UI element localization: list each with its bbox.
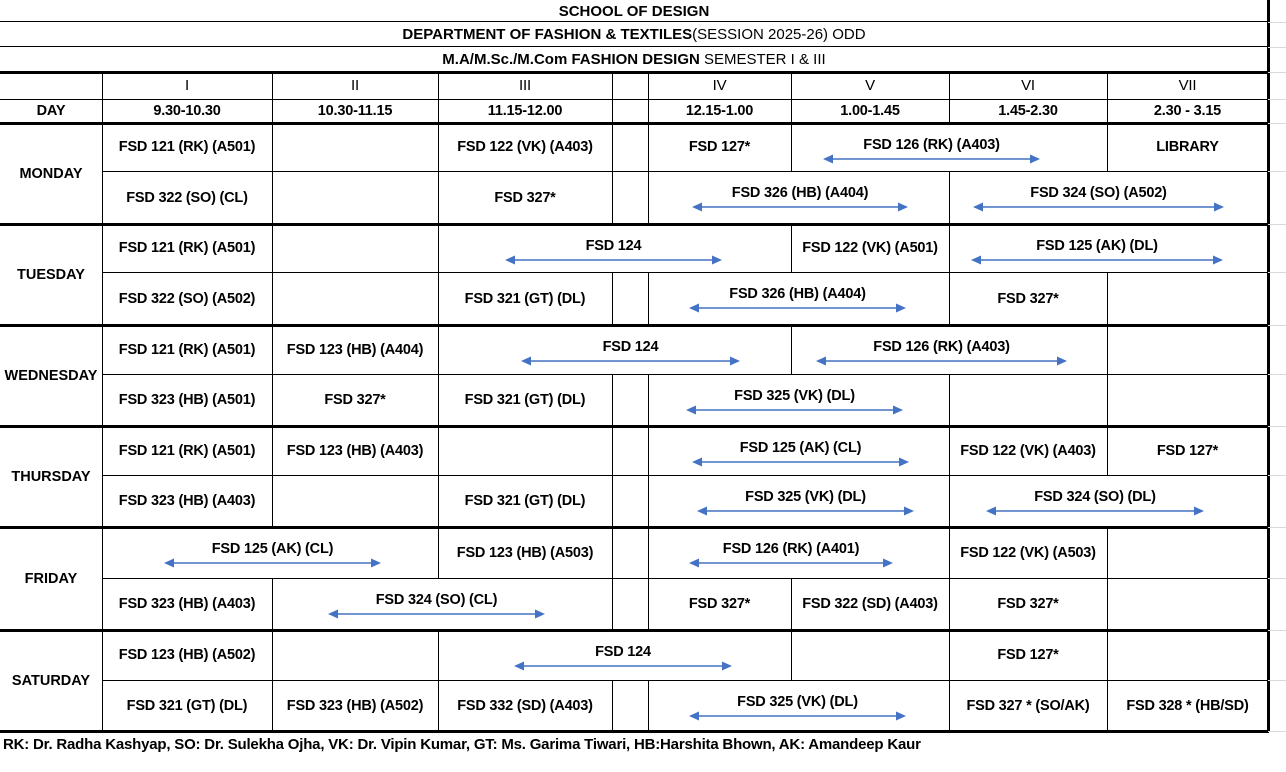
cell-divider bbox=[1107, 680, 1108, 731]
sheet-gridline bbox=[1268, 272, 1286, 273]
header-column-divider bbox=[648, 72, 649, 123]
class-cell-friday-sem1-vii bbox=[1107, 527, 1268, 578]
class-cell-saturday-sem1-i: FSD 123 (HB) (A502) bbox=[118, 647, 256, 663]
class-cell-friday-sem3-ii-iii: FSD 324 (SO) (CL) bbox=[375, 592, 498, 608]
class-cell-monday-sem3-iii: FSD 327* bbox=[494, 189, 556, 206]
class-cell-tuesday-sem1-ii bbox=[272, 224, 438, 272]
header-divider bbox=[0, 99, 1269, 100]
class-cell-monday-sem1-vii: LIBRARY bbox=[1156, 139, 1219, 155]
cell-divider bbox=[949, 426, 950, 475]
time-header-vi: 1.45-2.30 bbox=[998, 103, 1058, 119]
class-cell-saturday-sem3-vii: FSD 328 * (HB/SD) bbox=[1126, 697, 1249, 714]
header-column-divider bbox=[949, 72, 950, 123]
cell-divider bbox=[438, 171, 439, 224]
cell-divider bbox=[272, 374, 273, 426]
class-cell-tuesday-sem3-iv-v: FSD 326 (HB) (A404) bbox=[729, 286, 866, 302]
day-block-border bbox=[0, 526, 1269, 529]
class-cell-monday-sem1-v-vi: FSD 126 (RK) (A403) bbox=[863, 137, 1000, 153]
day-label-saturday: SATURDAY bbox=[11, 672, 91, 689]
cell-divider bbox=[949, 527, 950, 578]
double-arrow-icon bbox=[692, 457, 909, 467]
cell-divider bbox=[1268, 272, 1269, 325]
cell-divider bbox=[1268, 527, 1269, 578]
header-column-divider bbox=[1107, 72, 1108, 123]
class-cell-monday-sem1-iv: FSD 127* bbox=[688, 139, 751, 155]
semester-row-divider bbox=[102, 272, 1269, 273]
semester-row-divider bbox=[102, 475, 1269, 476]
time-header-vii: 2.30 - 3.15 bbox=[1153, 103, 1222, 119]
class-cell-thursday-sem3-ii bbox=[272, 475, 438, 527]
day-block-border bbox=[0, 223, 1269, 226]
class-cell-wednesday-sem3-i: FSD 323 (HB) (A501) bbox=[118, 392, 256, 408]
class-cell-tuesday-sem3-vi: FSD 327* bbox=[997, 290, 1059, 307]
sheet-gridline bbox=[1268, 99, 1286, 100]
cell-divider bbox=[1268, 680, 1269, 731]
cell-divider bbox=[272, 426, 273, 475]
cell-divider bbox=[1268, 171, 1269, 224]
double-arrow-icon bbox=[514, 661, 732, 671]
class-cell-wednesday-sem1-v-vi: FSD 126 (RK) (A403) bbox=[873, 339, 1010, 355]
cell-divider bbox=[1107, 325, 1108, 374]
double-arrow-icon bbox=[816, 356, 1067, 366]
double-arrow-icon bbox=[973, 202, 1224, 212]
class-cell-wednesday-sem1-i: FSD 121 (RK) (A501) bbox=[118, 341, 256, 358]
cell-divider bbox=[949, 272, 950, 325]
cell-divider bbox=[791, 578, 792, 630]
class-cell-saturday-sem1-ii bbox=[272, 630, 438, 680]
break-column-divider bbox=[648, 426, 649, 475]
cell-divider bbox=[272, 630, 273, 680]
double-arrow-icon bbox=[823, 154, 1040, 164]
department-title-bold: DEPARTMENT OF FASHION & TEXTILES bbox=[402, 26, 693, 43]
double-arrow-icon bbox=[686, 405, 903, 415]
semester-row-divider bbox=[102, 680, 1269, 681]
break-column-divider bbox=[612, 578, 613, 630]
class-cell-thursday-sem1-i: FSD 121 (RK) (A501) bbox=[118, 442, 256, 459]
cell-divider bbox=[272, 475, 273, 527]
period-header-ii: II bbox=[351, 77, 359, 94]
break-column-divider bbox=[648, 475, 649, 527]
cell-divider bbox=[438, 680, 439, 731]
day-label-thursday: THURSDAY bbox=[11, 468, 91, 485]
class-cell-saturday-sem1-vi: FSD 127* bbox=[997, 647, 1059, 663]
cell-divider bbox=[1107, 374, 1108, 426]
class-cell-monday-sem3-iv-v: FSD 326 (HB) (A404) bbox=[731, 185, 869, 201]
break-column-divider bbox=[648, 374, 649, 426]
class-cell-thursday-sem1-iv-v: FSD 125 (AK) (CL) bbox=[739, 440, 862, 456]
break-column-divider bbox=[648, 171, 649, 224]
class-cell-saturday-sem3-iv-v: FSD 325 (VK) (DL) bbox=[737, 694, 858, 710]
cell-divider bbox=[1268, 374, 1269, 426]
cell-divider bbox=[949, 374, 950, 426]
period-header-vii: VII bbox=[1178, 77, 1197, 94]
semester-row-divider bbox=[102, 171, 1269, 172]
double-arrow-icon bbox=[328, 609, 545, 619]
sheet-gridline bbox=[1268, 22, 1286, 23]
class-cell-wednesday-sem1-iii-iv: FSD 124 bbox=[602, 339, 659, 355]
day-label-friday: FRIDAY bbox=[24, 570, 78, 587]
break-column-divider bbox=[648, 578, 649, 630]
day-column-header: DAY bbox=[36, 103, 66, 119]
period-header-i: I bbox=[185, 77, 189, 94]
cell-divider bbox=[438, 123, 439, 171]
cell-divider bbox=[1268, 123, 1269, 171]
break-column-divider bbox=[648, 123, 649, 171]
class-cell-wednesday-sem3-iv-v: FSD 325 (VK) (DL) bbox=[734, 388, 855, 404]
class-cell-saturday-sem3-ii: FSD 323 (HB) (A502) bbox=[286, 697, 424, 714]
break-column-divider bbox=[612, 123, 613, 171]
double-arrow-icon bbox=[971, 255, 1223, 265]
day-column-divider bbox=[102, 325, 103, 426]
break-column-divider bbox=[612, 374, 613, 426]
cell-divider bbox=[272, 272, 273, 325]
cell-divider bbox=[791, 325, 792, 374]
cell-divider bbox=[438, 475, 439, 527]
sheet-gridline bbox=[1268, 426, 1286, 427]
sheet-gridline bbox=[1268, 224, 1286, 225]
day-block-border bbox=[0, 324, 1269, 327]
class-cell-friday-sem1-iv-v: FSD 126 (RK) (A401) bbox=[722, 541, 860, 557]
time-header-v: 1.00-1.45 bbox=[840, 103, 900, 119]
cell-divider bbox=[438, 224, 439, 272]
double-arrow-icon bbox=[692, 202, 908, 212]
time-header-ii: 10.30-11.15 bbox=[317, 103, 393, 119]
semester-text: SEMESTER I & III bbox=[699, 51, 826, 68]
cell-divider bbox=[1268, 325, 1269, 374]
cell-divider bbox=[949, 171, 950, 224]
cell-divider bbox=[949, 578, 950, 630]
sheet-gridline bbox=[1268, 731, 1286, 732]
sheet-gridline bbox=[1268, 72, 1286, 73]
session-text: (SESSION 2025-26) ODD bbox=[692, 26, 866, 43]
class-cell-wednesday-sem1-ii: FSD 123 (HB) (A404) bbox=[286, 341, 424, 358]
sheet-gridline bbox=[1268, 630, 1286, 631]
class-cell-tuesday-sem1-v: FSD 122 (VK) (A501) bbox=[802, 240, 938, 256]
class-cell-saturday-sem3-vi: FSD 327 * (SO/AK) bbox=[966, 697, 1090, 714]
cell-divider bbox=[1268, 475, 1269, 527]
day-block-border bbox=[0, 730, 1269, 733]
sheet-gridline bbox=[1268, 47, 1286, 48]
header-column-divider bbox=[612, 72, 613, 123]
cell-divider bbox=[1268, 630, 1269, 680]
cell-divider bbox=[1107, 272, 1108, 325]
class-cell-saturday-sem3-iii: FSD 332 (SD) (A403) bbox=[457, 697, 593, 714]
break-column-divider bbox=[648, 272, 649, 325]
break-column-divider bbox=[612, 680, 613, 731]
double-arrow-icon bbox=[986, 506, 1204, 516]
title-divider bbox=[0, 21, 1269, 22]
class-cell-friday-sem3-v: FSD 322 (SD) (A403) bbox=[802, 596, 938, 612]
header-top-border bbox=[0, 71, 1269, 74]
break-column-divider bbox=[612, 171, 613, 224]
sheet-gridline bbox=[1268, 475, 1286, 476]
double-arrow-icon bbox=[689, 303, 906, 313]
cell-divider bbox=[438, 272, 439, 325]
double-arrow-icon bbox=[164, 558, 381, 568]
break-column-divider bbox=[648, 680, 649, 731]
class-cell-wednesday-sem3-iii: FSD 321 (GT) (DL) bbox=[464, 392, 586, 408]
sheet-gridline bbox=[1268, 325, 1286, 326]
day-column-divider bbox=[102, 123, 103, 224]
sheet-gridline bbox=[1268, 527, 1286, 528]
cell-divider bbox=[1107, 527, 1108, 578]
cell-divider bbox=[1268, 224, 1269, 272]
period-header-iii: III bbox=[519, 77, 531, 94]
class-cell-wednesday-sem3-ii: FSD 327* bbox=[324, 392, 386, 408]
class-cell-friday-sem3-i: FSD 323 (HB) (A403) bbox=[118, 596, 256, 612]
school-title-text: SCHOOL OF DESIGN bbox=[558, 2, 710, 20]
sheet-gridline bbox=[1268, 374, 1286, 375]
class-cell-tuesday-sem3-ii bbox=[272, 272, 438, 325]
period-header-v: V bbox=[865, 77, 875, 94]
class-cell-thursday-sem1-vii: FSD 127* bbox=[1156, 442, 1219, 459]
class-cell-monday-sem1-ii bbox=[272, 123, 438, 171]
class-cell-tuesday-sem3-i: FSD 322 (SO) (A502) bbox=[118, 290, 256, 307]
class-cell-tuesday-sem1-vi-vii: FSD 125 (AK) (DL) bbox=[1036, 238, 1158, 254]
class-cell-saturday-sem1-iii-iv: FSD 124 bbox=[595, 644, 651, 660]
department-title bbox=[0, 22, 1268, 47]
class-cell-wednesday-sem1-vii bbox=[1107, 325, 1268, 374]
class-cell-friday-sem3-vi: FSD 327* bbox=[997, 596, 1059, 612]
class-cell-thursday-sem1-iii bbox=[438, 426, 612, 475]
cell-divider bbox=[272, 578, 273, 630]
class-cell-tuesday-sem1-iii-iv: FSD 124 bbox=[585, 238, 642, 254]
title-divider bbox=[0, 46, 1269, 47]
header-column-divider bbox=[272, 72, 273, 123]
cell-divider bbox=[272, 680, 273, 731]
double-arrow-icon bbox=[689, 711, 906, 721]
cell-divider bbox=[791, 630, 792, 680]
double-arrow-icon bbox=[689, 558, 893, 568]
break-column-divider bbox=[612, 426, 613, 475]
class-cell-monday-sem3-vi-vii: FSD 324 (SO) (A502) bbox=[1030, 185, 1167, 201]
class-cell-monday-sem3-i: FSD 322 (SO) (CL) bbox=[126, 189, 248, 206]
cell-divider bbox=[1107, 426, 1108, 475]
sheet-gridline bbox=[1268, 171, 1286, 172]
sheet-gridline bbox=[1268, 680, 1286, 681]
class-cell-friday-sem1-iii: FSD 123 (HB) (A503) bbox=[456, 544, 594, 561]
day-column-divider bbox=[102, 426, 103, 527]
cell-divider bbox=[949, 475, 950, 527]
class-cell-friday-sem3-iv: FSD 327* bbox=[688, 596, 751, 612]
class-cell-monday-sem1-i: FSD 121 (RK) (A501) bbox=[118, 139, 256, 155]
cell-divider bbox=[272, 123, 273, 171]
semester-row-divider bbox=[102, 578, 1269, 579]
day-label-wednesday: WEDNESDAY bbox=[4, 367, 98, 384]
sheet-gridline bbox=[1268, 123, 1286, 124]
cell-divider bbox=[438, 325, 439, 374]
cell-divider bbox=[438, 426, 439, 475]
program-title-bold: M.A/M.Sc./M.Com FASHION DESIGN bbox=[442, 51, 700, 68]
double-arrow-icon bbox=[697, 506, 914, 516]
class-cell-tuesday-sem3-iii: FSD 321 (GT) (DL) bbox=[464, 290, 586, 307]
class-cell-thursday-sem3-iii: FSD 321 (GT) (DL) bbox=[464, 493, 586, 509]
sheet-gridline bbox=[1268, 578, 1286, 579]
class-cell-friday-sem1-vi: FSD 122 (VK) (A503) bbox=[960, 544, 1096, 561]
cell-divider bbox=[949, 224, 950, 272]
time-header-i: 9.30-10.30 bbox=[153, 103, 221, 119]
faculty-legend: RK: Dr. Radha Kashyap, SO: Dr. Sulekha Ojha, VK: Dr. Vipin Kumar, GT: Ms. Garima Tiwari, HB:Harshita Bhown, AK: Amandeep Kaur bbox=[3, 736, 921, 753]
cell-divider bbox=[272, 171, 273, 224]
class-cell-friday-sem3-vii bbox=[1107, 578, 1268, 630]
break-column-divider bbox=[612, 527, 613, 578]
class-cell-thursday-sem3-iv-v: FSD 325 (VK) (DL) bbox=[745, 489, 866, 505]
day-label-tuesday: TUESDAY bbox=[17, 266, 85, 283]
cell-divider bbox=[438, 630, 439, 680]
header-bottom-border bbox=[0, 122, 1269, 125]
day-block-border bbox=[0, 629, 1269, 632]
cell-divider bbox=[1107, 123, 1108, 171]
cell-divider bbox=[791, 224, 792, 272]
cell-divider bbox=[1107, 630, 1108, 680]
semester-row-divider bbox=[102, 374, 1269, 375]
day-column-divider bbox=[102, 527, 103, 630]
class-cell-friday-sem1-i-ii: FSD 125 (AK) (CL) bbox=[211, 541, 334, 557]
double-arrow-icon bbox=[521, 356, 740, 366]
cell-divider bbox=[438, 527, 439, 578]
class-cell-saturday-sem1-v bbox=[791, 630, 949, 680]
class-cell-thursday-sem1-ii: FSD 123 (HB) (A403) bbox=[286, 442, 424, 459]
cell-divider bbox=[1107, 578, 1108, 630]
class-cell-monday-sem3-ii bbox=[272, 171, 438, 224]
cell-divider bbox=[272, 224, 273, 272]
class-cell-tuesday-sem1-i: FSD 121 (RK) (A501) bbox=[118, 240, 256, 256]
class-cell-tuesday-sem3-vii bbox=[1107, 272, 1268, 325]
cell-divider bbox=[1268, 426, 1269, 475]
break-column-divider bbox=[612, 272, 613, 325]
cell-divider bbox=[272, 325, 273, 374]
program-title bbox=[0, 47, 1268, 72]
header-column-divider bbox=[102, 72, 103, 123]
day-label-monday: MONDAY bbox=[19, 165, 83, 182]
day-column-divider bbox=[102, 224, 103, 325]
class-cell-thursday-sem3-vi-vii: FSD 324 (SO) (DL) bbox=[1034, 489, 1156, 505]
class-cell-thursday-sem3-i: FSD 323 (HB) (A403) bbox=[118, 493, 256, 509]
school-title bbox=[0, 0, 1268, 22]
class-cell-wednesday-sem3-vii bbox=[1107, 374, 1268, 426]
double-arrow-icon bbox=[505, 255, 722, 265]
cell-divider bbox=[949, 630, 950, 680]
period-header-iv: IV bbox=[712, 77, 727, 94]
time-header-iv: 12.15-1.00 bbox=[685, 103, 754, 119]
break-column-divider bbox=[648, 527, 649, 578]
class-cell-wednesday-sem3-vi bbox=[949, 374, 1107, 426]
cell-divider bbox=[1268, 578, 1269, 630]
header-column-divider bbox=[438, 72, 439, 123]
cell-divider bbox=[949, 680, 950, 731]
class-cell-monday-sem1-iii: FSD 122 (VK) (A403) bbox=[457, 139, 593, 155]
cell-divider bbox=[791, 123, 792, 171]
cell-divider bbox=[438, 374, 439, 426]
period-header-vi: VI bbox=[1021, 77, 1035, 94]
time-header-iii: 11.15-12.00 bbox=[487, 103, 563, 119]
class-cell-saturday-sem1-vii bbox=[1107, 630, 1268, 680]
header-column-divider bbox=[791, 72, 792, 123]
day-column-divider bbox=[102, 630, 103, 731]
day-block-border bbox=[0, 425, 1269, 428]
class-cell-saturday-sem3-i: FSD 321 (GT) (DL) bbox=[126, 697, 248, 714]
class-cell-thursday-sem1-vi: FSD 122 (VK) (A403) bbox=[960, 442, 1096, 459]
break-column-divider bbox=[612, 475, 613, 527]
